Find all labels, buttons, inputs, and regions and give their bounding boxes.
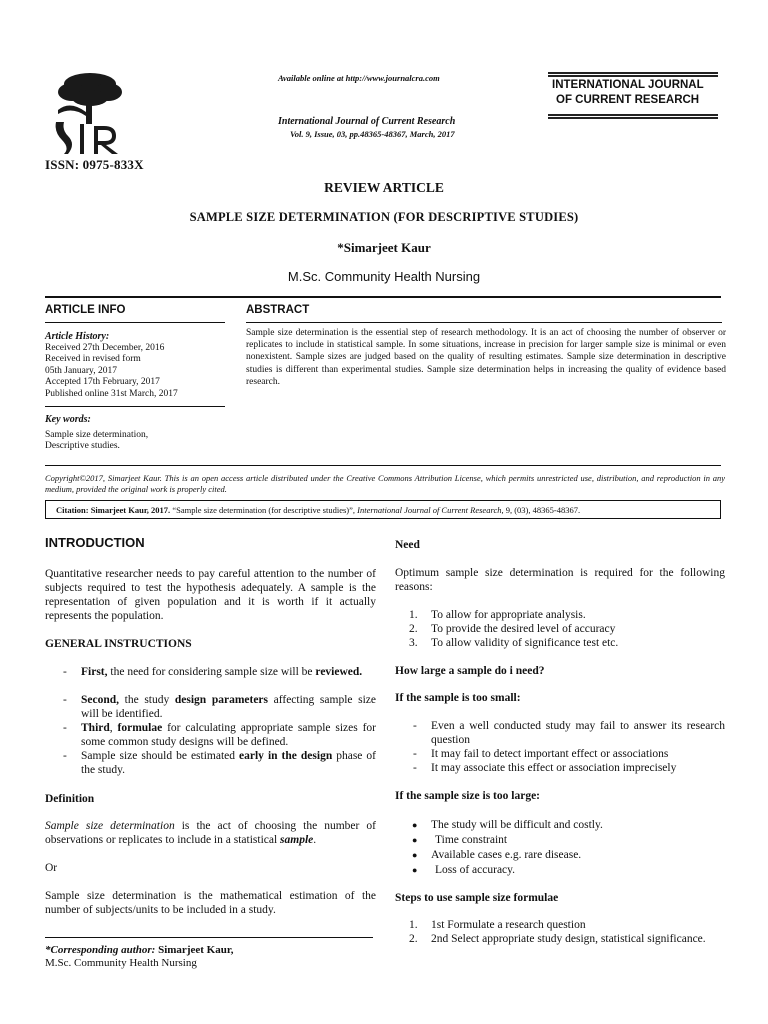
published-date: Published online 31st March, 2017 bbox=[45, 388, 178, 399]
keywords bbox=[45, 414, 235, 453]
article-info-heading: ARTICLE INFO bbox=[45, 304, 126, 316]
abstract-heading: ABSTRACT bbox=[246, 304, 310, 316]
journal-logo bbox=[50, 70, 128, 156]
definition-text: Sample size determination is the act of choosing the number of observations or replicates to include in a statistical sample. bbox=[45, 820, 376, 846]
too-large-heading: If the sample size is too large: bbox=[395, 790, 540, 802]
citation-quote: “Sample size determination (for descriptive studies)”, bbox=[170, 505, 358, 515]
or-text: Or bbox=[45, 862, 58, 874]
citation-box bbox=[45, 500, 721, 519]
received-date: Received 27th December, 2016 bbox=[45, 342, 165, 353]
journal-box-line2: OF CURRENT RESEARCH bbox=[556, 94, 700, 106]
introduction-heading: INTRODUCTION bbox=[45, 535, 145, 550]
introduction-text: Quantitative researcher needs to pay careful attention to the number of subjects required to test the hypothesis adequately. A sample is the representation of given population and it is worth if it actually represents the population. bbox=[45, 568, 376, 622]
revised-date: 05th January, 2017 bbox=[45, 365, 117, 376]
footnote bbox=[45, 944, 233, 970]
abstract-text: Sample size determination is the essential step of research methodology. It is an act of choosing the number of observer or replicates to include in statistical sample. In some situations, increase in precision for larger sample size is minimal or even nonexistent. Sample sizes are judged based on the quality of resulting estimates. Sample size determination in descriptive studies is different than experimental studies. Sample size determination helps in increasing the quality of evidence based research. bbox=[246, 328, 726, 387]
keyword-1: Sample size determination, bbox=[45, 429, 149, 440]
abstract-divider bbox=[246, 322, 722, 323]
svg-text:IJCR: IJCR bbox=[89, 130, 92, 131]
journal-box-line1: INTERNATIONAL JOURNAL bbox=[552, 79, 704, 91]
definition-heading: Definition bbox=[45, 793, 95, 805]
keywords-label: Key words: bbox=[45, 414, 91, 425]
citation-journal: International Journal of Current Research bbox=[357, 505, 502, 515]
need-text: Optimum sample size determination is required for the following reasons: bbox=[395, 567, 725, 593]
history-divider bbox=[45, 406, 225, 407]
how-large-heading: How large a sample do i need? bbox=[395, 665, 545, 677]
footnote-name: Simarjeet Kaur, bbox=[155, 944, 234, 956]
issn: ISSN: 0975-833X bbox=[45, 157, 144, 172]
affiliation: M.Sc. Community Health Nursing bbox=[287, 269, 481, 284]
citation-rest: , 9, (03), 48365-48367. bbox=[501, 505, 581, 515]
history-label: Article History: bbox=[45, 331, 110, 342]
author: *Simarjeet Kaur bbox=[337, 240, 431, 255]
steps-heading: Steps to use sample size formulae bbox=[395, 892, 559, 904]
general-instructions-heading: GENERAL INSTRUCTIONS bbox=[45, 638, 192, 650]
citation-label: Citation: Simarjeet Kaur, 2017. bbox=[56, 505, 171, 515]
top-divider bbox=[45, 296, 721, 298]
accepted-date: Accepted 17th February, 2017 bbox=[45, 377, 160, 387]
definition2-text: Sample size determination is the mathematical estimation of the number of subjects/units to be included in a study. bbox=[45, 890, 376, 916]
footnote-divider bbox=[45, 937, 373, 938]
article-type: REVIEW ARTICLE bbox=[324, 180, 444, 195]
article-history bbox=[45, 331, 235, 400]
need-heading: Need bbox=[395, 539, 420, 551]
keyword-2: Descriptive studies. bbox=[45, 441, 120, 451]
revised-label: Received in revised form bbox=[45, 354, 141, 364]
footnote-affil: M.Sc. Community Health Nursing bbox=[45, 957, 197, 969]
journal-box bbox=[548, 72, 718, 120]
article-title: SAMPLE SIZE DETERMINATION (FOR DESCRIPTIVE STUDIES) bbox=[189, 210, 579, 224]
too-small-heading: If the sample is too small: bbox=[395, 692, 521, 704]
info-bottom-divider bbox=[45, 465, 721, 466]
article-info-divider bbox=[45, 322, 225, 323]
footnote-label: *Corresponding author: bbox=[45, 944, 156, 956]
copyright: Copyright©2017, Simarjeet Kaur. This is an open access article distributed under the Creative Commons Attribution License, which permits unrestricted use, distribution, and reproduction in any medium, provided the original work is properly cited. bbox=[45, 473, 725, 494]
journal-name: International Journal of Current Research bbox=[278, 116, 456, 127]
available-online: Available online at http://www.journalcra.com bbox=[278, 73, 440, 83]
volume-info: Vol. 9, Issue, 03, pp.48365-48367, March, 2017 bbox=[290, 129, 455, 139]
